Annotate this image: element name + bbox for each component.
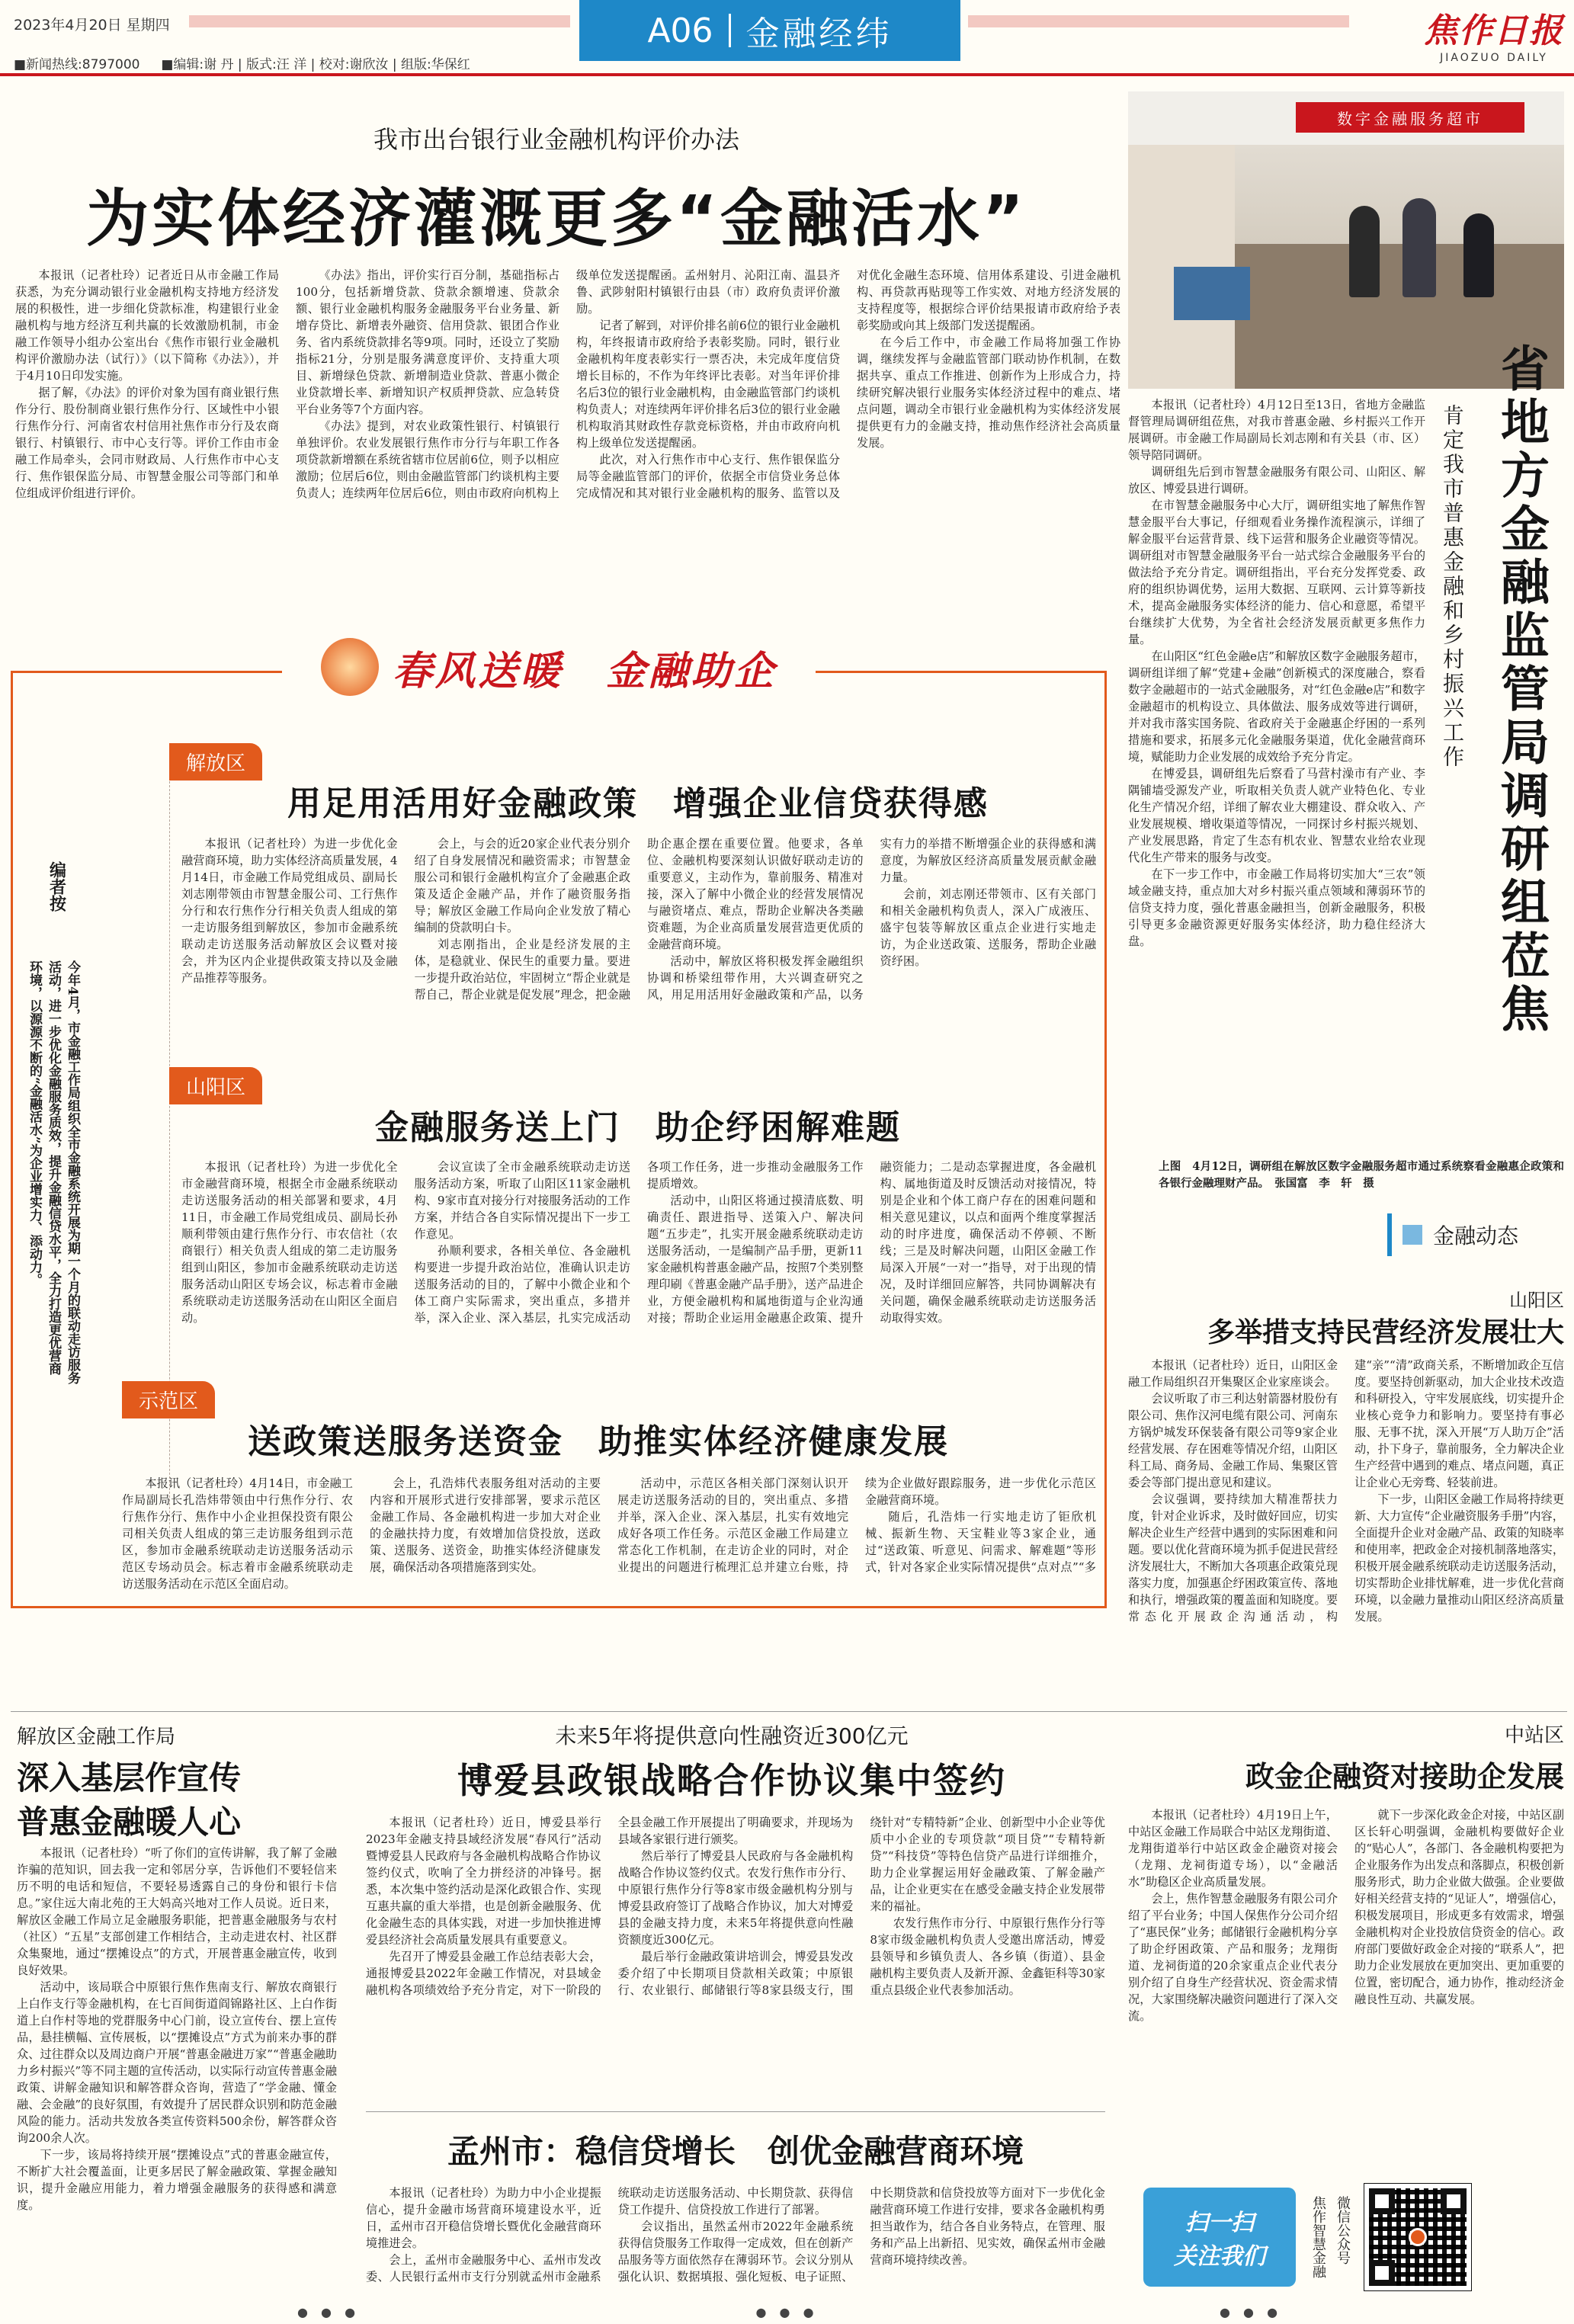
item-para: 刘志刚指出，企业是经济发展的主体，是稳就业、保民生的重要力量。要进一步提升政治站位，牢固树立“帮企业就是帮自己，帮企业就是促发展”理念，把金融助企惠企摆在重要位置。他要求，各单位、金融机构要深刻认识做好联动走访的重要意义，主动作为，靠前服务、精准对接，深入了解中小微企业的经营发展情况与融资堵点、难点，帮助企业解决各类融资难题，为企业高质量发展营造更优质的金融营商环境。 — [414, 837, 864, 1002]
qr-slogan — [1143, 2188, 1296, 2287]
feature-para: 调研组先后到市智慧金融服务有限公司、山阳区、解放区、博爱县进行调研。 — [1128, 465, 1425, 495]
br-para: 就下一步深化政金企对接，中站区副区长轩心明强调，金融机构要做好企业的“贴心人”，各部门、各金融机构要把为企业服务作为出发点和落脚点，积极创新服务形式，助力企业做大做强。企业要做好相关经营支持的“见证人”，增强信心，积极发展项目，形成更多有效需求，增强金融机构对企业投放信贷资金的信心。政府部门要做好政金企对接的“联系人”，把助力企业发展放在更加突出、更加重要的位置，密切配合，通力协作，推动经济金融良性互动、共赢发展。 — [1354, 1808, 1564, 2006]
news-brief-header — [1387, 1213, 1567, 1256]
photo-caption: 上图 4月12日，调研组在解放区数字金融服务超市通过系统察看金融惠企政策和各银行金融理财产品。 张国富 李 轩 摄 — [1159, 1160, 1564, 1190]
bm-rule — [366, 2111, 1105, 2112]
header-editors: ■编辑:谢 丹 | 版式:汪 洋 | 校对:谢欣汝 | 组版:华保红 — [161, 57, 470, 72]
footer-dots-left: ● ● ● — [297, 2305, 361, 2319]
bm-title: 孟州市：稳信贷增长 创优金融营商环境 — [447, 2133, 1024, 2170]
bc-para: 然后举行了博爱县人民政府与各金融机构战略合作协议签约仪式。农发行焦作市分行、中原银行焦作分行等8家市级金融机构分别与博爱县政府签订了战略合作协议，加大对博爱县的金融支持力度，未来5年将提供意向性融资额度近300亿元。 — [617, 1849, 854, 1947]
header-rule — [0, 73, 1574, 76]
lead-para: 本报讯（记者杜玲）记者近日从市金融工作局获悉，为充分调动银行业金融机构支持地方经济发展的积极性，进一步细化贷款标准，构建银行业金融机构与地方经济互利共赢的长效激励机制，市金融工作领导小组办公室出台《焦作市银行业金融机构评价激励办法（试行）》（以下简称《办法》），并于4月10日印发实施。 — [15, 268, 279, 383]
bm-body — [366, 2185, 1105, 2299]
qr-block — [1143, 2180, 1567, 2294]
item-para: 随后，孔浩炜一行实地走访了钜欣机械、振新生物、天宝鞋业等3家企业，通过“送政策、听意见、问需求、解难题”等形式，针对各家企业实际情况提供“点对点”“多 — [865, 1510, 1096, 1574]
banner-title: 春风送暖 金融助企 — [392, 647, 777, 694]
lead-para: 在今后工作中，市金融工作局将加强工作协调，继续发挥与金融监管部门联动协作机制，在数据共享、重点工作推进、创新作为上形成合力，持续研究解决银行业服务实体经济过程中的难点、堵点问题，调动全市银行业金融机构为实体经济发展提供更有力的金融支持，推动焦作经济社会高质量发展。 — [857, 335, 1120, 450]
page-divider — [729, 14, 731, 47]
banner-emblem — [321, 638, 379, 696]
bl-title-1: 深入基层作宣传 — [17, 1759, 242, 1797]
item-title-shifan: 送政策送服务送资金 助推实体经济健康发展 — [248, 1422, 949, 1461]
logo — [1418, 3, 1570, 64]
qr-account-1: 焦作智慧金融 — [1310, 2196, 1326, 2278]
qr-finder — [1369, 2260, 1395, 2286]
tag-shifan: 示范区 — [122, 1381, 215, 1418]
feature-para: 在博爱县，调研组先后察看了马营村澡市有产业、李隅铺墙受源发产业，听取相关负责人就产业特色化、专业化生产情况介绍，详细了解农业大棚建设、群众收入、产业发展规模、增收渠道等情况，一同探讨乡村振兴规划、产业发展思路，肯定了生态有机农业、智慧农业给农业现代化生产带来的服务与改变。 — [1128, 767, 1425, 864]
campaign-banner — [282, 625, 816, 709]
item-title-shanyang: 金融服务送上门 助企纾困解难题 — [375, 1108, 901, 1147]
item-para: 本报讯（记者杜玲）4月14日，市金融工作局副局长孔浩炜带领由中行焦作分行、农行焦作分行、焦作中小企业担保投资有限公司相关负责人组成的第三走访服务组到示范区，参加市金融系统联动走访送服务活动示范区专场动员会。标志着市金融系统联动走访送服务活动在示范区全面启动。 — [122, 1476, 353, 1591]
bc-body — [366, 1814, 1105, 2104]
news-brief-icon — [1402, 1225, 1422, 1245]
photo-person — [1463, 213, 1494, 297]
header-date: 2023年4月20日 星期四 — [14, 17, 170, 34]
bc-kicker: 未来5年将提供意向性融资近300亿元 — [555, 1723, 909, 1749]
bm-para: 会议指出，虽然孟州市2022年金融系统获得信贷服务工作取得一定成效，但在创新产品服务等方面依然存在薄弱环节。会议分别从强化认识、数据填报、强化短板、电子证照、中长期贷款和信贷投放等方面对下一步优化金融营商环境工作进行安排，要求各金融机构勇担当敢作为，结合各自业务特点，在管理、服务和产品上出新招、见实效，确保孟州市金融营商环境持续改善。 — [617, 2186, 1105, 2284]
lead-kicker: 我市出台银行业金融机构评价办法 — [373, 125, 739, 154]
feature-title — [1475, 343, 1566, 1044]
lead-para: 此次，对入行焦作市中心支行、焦作银保监分局等金融监管部门的评价，依据全市信贷业务总体完成情况和其对银行业金融机构的服务、监管以及对优化金融生态环境、信用体系建设、引进金融机构、再贷款再贴现等工作实效、对地方经济发展的支持程度等，根据综合评价结果报请市政府给予表彰奖励或向其上级部门发送提醒函。 — [576, 268, 1120, 500]
footer-dots: ● ● ● — [755, 2305, 819, 2319]
section-name: 金融经纬 — [745, 14, 893, 53]
editor-note-text: 今年4月，市金融工作局组织全市金融系统开展为期一个月的联动走访服务活动，进一步优化金融服务质效，提升金融信贷水平，全力打造更优营商环境，以源源不断的“金融活水”为企业增实力、添动力。 — [27, 960, 80, 1384]
bc-para: 本报讯（记者杜玲）近日，博爱县举行2023年金融支持县域经济发展“春风行”活动暨博爱县人民政府与各金融机构战略合作协议签约仪式，吹响了全力拼经济的冲锋号。据悉，本次集中签约活动是深化政银合作、实现互惠共赢的重大举措，也是创新金融服务、优化金融生态的具体实践，对进一步加快推进博爱县经济社会高质量发展具有重要意义。 — [366, 1816, 601, 1947]
bl-title-2: 普惠金融暖人心 — [17, 1803, 242, 1841]
item-para: 孙顺利要求，各相关单位、各金融机构要进一步提升政治站位，准确认识走访送服务活动的目的，了解中小微企业和个体工商户实际需求，突出重点，多措并举，深入企业、深入基层，扎实完成活动各项工作任务，进一步推动金融服务工作提质增效。 — [414, 1160, 864, 1325]
lead-body — [15, 267, 1120, 587]
page-badge — [579, 0, 960, 61]
brief-district: 山阳区 — [1509, 1290, 1564, 1311]
lead-para: 据了解，《办法》的评价对象为国有商业银行焦作分行、股份制商业银行焦作分行、区域性中小银行焦作分行、河南省农村信用社焦作市分行及农商银行、村镇银行、市中心支行等。评价工作由市金融工作局牵头，会同市财政局、人行焦作市中心支行、焦作银保监分局、市智慧金服公司等部门和单位组成评价组进行评价。 — [15, 386, 279, 500]
lead-para: 记者了解到，对评价排名前6位的银行业金融机构，年终报请市政府给予表彰奖励。同时，银行业金融机构年度表彰实行一票否决，未完成年度信贷增长目标的，不作为年终评比表彰。对当年评价排名后3位的银行业金融机构，由金融监管部门约谈机构负责人；对连续两年评价排名后3位的银行业金融机构取消其财政性存款竞标资格，并由市政府向机构上级单位发送提醒函。 — [576, 319, 840, 450]
bc-para: 农发行焦作市分行、中原银行焦作分行等8家市级金融机构负责人受邀出席活动，博爱县领导和乡镇负责人、各乡镇（街道）、县金融机构主要负责人及新开源、金鑫钜科等30家重点县级企业代表参加活动。 — [870, 1916, 1105, 1997]
item-para: 会议宣读了全市金融系统联动走访送服务活动方案，听取了山阳区11家金融机构、9家市直对接分行对接服务活动的工作方案，并结合各自实际情况提出下一步工作意见。 — [414, 1160, 630, 1241]
br-title: 政金企融资对接助企发展 — [1245, 1760, 1564, 1793]
lead-title: 为实体经济灌溉更多“金融活水” — [86, 183, 1027, 255]
qr-code[interactable] — [1364, 2184, 1471, 2290]
photo-person — [1402, 198, 1436, 297]
item-para: 会上，孔浩炜代表服务组对活动的主要内容和开展形式进行安排部署，要求示范区金融工作局、各金融机构进一步加大对企业的金融扶持力度，有效增加信贷投放，送政策、送服务、送资金，助推实体经济健康发展，确保活动各项措施落到实处。 — [370, 1476, 601, 1574]
footer-dots-right: ● ● ● — [1220, 2305, 1283, 2319]
bc-para: 最后举行金融政策讲培训会，博爱县发改委介绍了中长期项目贷款相关政策；中原银行、农业银行、邮储银行等8家县级支行，围绕针对“专精特新”企业、创新型中小企业等优质中小企业的专项贷款“项目贷”“专精特新贷”“科技贷”等特色信贷产品进行详细推介，助力企业掌握运用好金融政策、了解金融产品，让企业更实在在感受金融支持企业发展带来的福祉。 — [617, 1816, 1105, 1997]
bl-body — [17, 1845, 337, 2310]
br-body — [1128, 1806, 1564, 2165]
feature-subtitle-text: 肯定我市普惠金融和乡村振兴工作 — [1440, 404, 1465, 770]
photo-screen — [1174, 267, 1250, 320]
item-body-shanyang — [181, 1159, 1096, 1372]
qr-account-2: 微信公众号 — [1335, 2196, 1351, 2265]
item-para: 活动中，示范区各相关部门深刻认识开展走访送服务活动的目的，突出重点、多措并举，深入企业、深入基层，扎实有效地完成好各项工作任务。示范区金融工作局建立常态化工作机制，在走访企业的同时，对企业提出的问题进行梳理汇总并建立台账，持续为企业做好跟踪服务，进一步优化示范区金融营商环境。 — [617, 1476, 1096, 1574]
feature-subtitle — [1433, 404, 1471, 938]
item-para: 本报讯（记者杜玲）为进一步优化金融营商环境，助力实体经济高质量发展，4月14日，市金融工作局党组成员、副局长刘志刚带领由市智慧金服公司、工行焦作分行和农行焦作分行相关负责人组成的第一走访服务组到解放区，参加市金融系统联动走访送服务活动解放区会议暨对接会，并为区内企业提供政策支持以及金融产品推荐等服务。 — [181, 837, 398, 985]
item-para: 活动中，山阳区将通过摸清底数、明确责任、跟进指导、送策入户、解决问题“五步走”，扎实开展金融系统联动走访送服务活动，一是编制产品手册，更新11家金融机构普惠金融产品，按照7个类别整理印刷《普惠金融产品手册》，送产品进企业，方便金融机构和属地街道与企业沟通对接；帮助企业运用金融惠企政策、提升融资能力；二是动态掌握进度，各金融机构、属地街道及时反馈活动对接情况，特别是企业和个体工商户存在的困难问题和相关意见建议，以点和面两个维度掌握活动的时序进度，确保活动不停顿、不断线；三是及时解决问题，山阳区金融工作局深入开展“一对一”指导，对于出现的情况，及时详细回应解答，共同协调解决有关问题，确保金融系统联动走访送服务活动取得实效。 — [647, 1160, 1096, 1325]
item-body-shifan — [122, 1475, 1096, 1601]
feature-title-text: 省地方金融监管局调研组莅焦 — [1492, 343, 1549, 1037]
qr-slogan-1: 扫一扫 — [1185, 2210, 1254, 2236]
logo-en: JIAOZUO DAILY — [1440, 52, 1548, 64]
item-body-jiefang — [181, 835, 1096, 1060]
bc-title: 博爱县政银战略合作协议集中签约 — [457, 1760, 1006, 1801]
bm-para: 本报讯（记者杜玲）为助力中小企业提振信心，提升金融市场营商环境建设水平，近日，孟州市召开稳信贷增长暨优化金融营商环境推进会。 — [366, 2186, 601, 2250]
feature-para: 本报讯（记者杜玲）4月12日至13日，省地方金融监督管理局调研组莅焦，对我市普惠金融、乡村振兴工作开展调研。市金融工作局副局长刘志刚和有关县（市、区）领导陪同调研。 — [1128, 398, 1425, 462]
qr-account — [1308, 2196, 1352, 2278]
lead-para: 《办法》提到，对农业政策性银行、村镇银行单独评价。农业发展银行焦作市分行与年职工作各项贷款新增额在系统省辖市位居前6位，则予以相应激励；位居后6位，则由金融监管部门约谈机构主要负责人；连续两年位居后6位，则由市政府向机构上级单位发送提醒函。孟州射月、沁阳江南、温县齐鲁、武陟射阳村镇银行由县（市）政府负责评价激励。 — [296, 268, 840, 500]
feature-body — [1128, 396, 1425, 1151]
lead-para: 《办法》指出，评价实行百分制，基础指标占100分，包括新增贷款、贷款余额增速、贷款余额、银行业金融机构服务金融服务平台业务量、新增存贷比、新增表外融资、信用贷款、银团合作业务、省内系统贷款排名等9项。同时，还设立了奖励指标21分，分别是服务满意度评价、支持重大项目、新增绿色贷款、新增制造业贷款、普惠小微企业贷款增长率、新增知识产权质押贷款、应急转贷平台业务等7个方面内容。 — [296, 268, 559, 416]
news-brief-label: 金融动态 — [1433, 1223, 1519, 1249]
feature-para: 在山阳区“红色金融e店”和解放区数字金融服务超市，调研组详细了解“党建+金融”创新模式的深度融合，察看数字金融超市的一站式金融服务，对“红色金融e店”和数字金融超市的机构设立、具体做法、服务成效等进行调研，并对我市落实国务院、省政府关于金融惠企纾困的一系列措施和要求，拓展多元化金融服务渠道，优化金融营商环境，赋能助力企业发展的成效给予充分肯定。 — [1128, 649, 1425, 764]
item-para: 会前，刘志刚还带领市、区有关部门和相关金融机构负责人，深入广成液压、盛宇包装等解放区重点企业进行实地走访，为企业送政策、送服务，帮助企业融资纾困。 — [880, 887, 1096, 968]
bc-para: 先召开了博爱县金融工作总结表彰大会，通报博爱县2022年金融工作情况，对县域金融机构各项绩效给予充分肯定，对下一阶段的全县金融工作开展提出了明确要求，并现场为县域各家银行进行颁奖。 — [366, 1816, 854, 1997]
tag-shanyang: 山阳区 — [169, 1067, 262, 1104]
bottom-rule — [11, 1711, 1567, 1712]
brief-para: 下一步，山阳区金融工作局将持续更新、大力宣传“企业融资服务手册”内容，全面提升企业对金融产品、政策的知晓率和使用率，把政金企对接机制落地落实，积极开展金融系统联动走访送服务活动，切实帮助企业排忧解难，进一步优化营商环境，以金融力量推动山阳区经济高质量发展。 — [1354, 1492, 1564, 1624]
brief-body — [1128, 1357, 1564, 1723]
bl-label: 解放区金融工作局 — [17, 1726, 176, 1749]
header-band-left — [189, 15, 570, 27]
bl-para: 本报讯（记者杜玲）“听了你们的宣传讲解，我了解了金融诈骗的范知识，回去我一定和邻居分享，告诉他们不要轻信来历不明的电话和短信，不要轻易透露自己的身份和银行卡信息。”家住远大南北苑的王大妈高兴地对工作人员说。近日来，解放区金融工作局立足金融服务职能，把普惠金融服务与农村（社区）“五星”支部创建工作相结合，主动走进农村、社区群众集聚地，通过“摆摊设点”的方式，开展普惠金融宣传，收到良好效果。 — [17, 1846, 337, 1977]
editor-note-body — [24, 960, 166, 1387]
item-title-jiefang: 用足用活用好金融政策 增强企业信贷获得感 — [287, 784, 989, 823]
editor-note-label: 编者按 — [46, 861, 66, 912]
brief-para: 会议强调，要持续加大精准帮扶力度，针对企业诉求，及时做好回应，切实解决企业生产经营中遇到的实际困难和问题。要以优化营商环境为抓手促进民营经济发展壮大，不断加大各项惠企政策兑现落实力度，加强惠企纾困政策宣传、落地和执行，增强政策的覆盖面和知晓度。要常态化开展政企沟通活动，构建“亲”“清”政商关系，不断增加政企互信度。要坚持创新驱动，加大企业技术改造和科研投入，守牢发展底线，切实提升企业核心竞争力和影响力。要坚持有事必服、无事不扰，深入开展“万人助万企”活动，扑下身子，靠前服务，全力解决企业生产经营中遇到的难点、堵点问题，真正让企业心无旁骛、轻装前进。 — [1128, 1358, 1564, 1624]
qr-finder — [1441, 2188, 1467, 2214]
header-spacer — [144, 57, 157, 72]
logo-cn: 焦作日报 — [1424, 11, 1564, 50]
header-info — [14, 53, 470, 72]
brief-para: 本报讯（记者杜玲）近日，山阳区金融工作局组织召开集聚区企业家座谈会。 — [1128, 1358, 1338, 1389]
tag-jiefang: 解放区 — [169, 743, 262, 781]
photo-sign — [1296, 102, 1524, 133]
page-number: A06 — [647, 11, 713, 50]
photo-sign-text: 数字金融服务超市 — [1337, 109, 1483, 128]
photo-person — [1349, 206, 1380, 297]
bm-para: 会上，孟州市金融服务中心、孟州市发改委、人民银行孟州市支行分别就孟州市金融系统联动走访送服务活动、中长期贷款、获得信贷工作提升、信贷投放工作进行了部署。 — [366, 2186, 854, 2284]
bl-para: 下一步，该局将持续开展“摆摊设点”式的普惠金融宣传，不断扩大社会覆盖面，让更多居民了解金融政策、掌握金融知识，提升金融应用能力，着力增强金融服务的获得感和满意度。 — [17, 2148, 337, 2212]
item-para: 本报讯（记者杜玲）为进一步优化全市金融营商环境，根据全市金融系统联动走访送服务活动的相关部署和要求，4月11日，市金融工作局党组成员、副局长孙顺利带领由建行焦作分行、市农信社（农商银行）相关负责人组成的第二走访服务组到山阳区，参加市金融系统联动走访送服务活动山阳区专场会议，标志着市金融系统联动走访送服务活动在山阳区全面启动。 — [181, 1160, 398, 1325]
qr-logo — [1409, 2228, 1427, 2246]
br-district: 中站区 — [1504, 1724, 1564, 1747]
bl-para: 活动中，该局联合中原银行焦作焦南支行、解放农商银行上白作支行等金融机构，在七百间街道阎锦路社区、上白作街道上白作村等地的党群服务中心门前，设立宣传台、摆上宣传品，悬挂横幅、宣传展板，以“摆摊设点”方式为前来办事的群众、过往群众以及周边商户开展“普惠金融进万家”“普惠金融助力乡村振兴”等不同主题的宣传活动，以实际行动宣传普惠金融政策、讲解金融知识和解答群众咨询，营造了“学金融、懂金融、会金融”的良好氛围，有效提升了居民群众识别和防范金融风险的能力。活动共发放各类宣传资料500余份，解答群众咨询200余人次。 — [17, 1980, 337, 2145]
feature-para: 在市智慧金融服务中心大厅，调研组实地了解焦作智慧金服平台大事记，仔细观看业务操作流程演示，详细了解金服平台运营背景、线下运营和服务企业融资等情况。调研组对市智慧金融服务平台一站式综合金融服务平台的做法给予充分肯定。调研组指出，平台充分发挥党委、政府的组织协调优势，运用大数据、互联网、云计算等新技术，提高金融服务实体经济的能力、信心和意愿，希望平台继续扩大优势，为全省社会经济发展贡献更多焦作力量。 — [1128, 498, 1425, 646]
br-para: 会上，焦作智慧金融服务有限公司介绍了平台业务；中国人保焦作分公司介绍了“惠民保”业务；邮储银行金融机构分享了助企纾困政策、产品和服务；龙翔街道、龙祠街道的20余家重点企业代表分别介绍了自身生产经营状况、资金需求情况，大家围绕解决融资问题进行了深入交流。 — [1128, 1892, 1338, 2023]
br-para: 本报讯（记者杜玲）4月19日上午，中站区金融工作局联合中站区龙翔街道、龙翔街道举行中站区政金企融资对接会（龙翔、龙祠街道专场），以“金融活水”助稳区企业高质量发展。 — [1128, 1808, 1338, 1889]
brief-para: 会议听取了市三利达射箭器材股份有限公司、焦作汉河电缆有限公司、河南东方锅炉城发环保装备有限公司等9家企业经营发展、存在困难等情况介绍，山阳区科工局、商务局、金融工作局、集聚区管委会等部门提出意见和建议。 — [1128, 1392, 1338, 1489]
qr-slogan-2: 关注我们 — [1174, 2243, 1265, 2270]
header-band-right — [968, 15, 1349, 27]
feature-para: 在下一步工作中，市金融工作局将切实加大“三农”领域金融支持，重点加大对乡村振兴重点领域和薄弱环节的信贷支持力度，强化普惠金融担当，创新金融服务，积极引导更多金融资源更好服务实体经济，助力稳住经济大盘。 — [1128, 867, 1425, 948]
header-hotline: ■新闻热线:8797000 — [14, 57, 140, 72]
item-para: 活动中，解放区将积极发挥金融组织协调和桥梁纽带作用，大兴调查研究之风，用足用活用好金融政策和产品，以务实有力的举措不断增强企业的获得感和满意度，为解放区经济高质量发展贡献金融力量。 — [647, 837, 1096, 1002]
item-para: 会上，与会的近20家企业代表分别介绍了自身发展情况和融资需求；市智慧金服公司和银行金融机构宣介了金融惠企政策及适企金融产品，并作了融资服务指导；解放区金融工作局向企业发放了精心编制的贷款明白卡。 — [414, 837, 630, 934]
qr-finder — [1369, 2188, 1395, 2214]
brief-title: 多举措支持民营经济发展壮大 — [1207, 1317, 1564, 1348]
